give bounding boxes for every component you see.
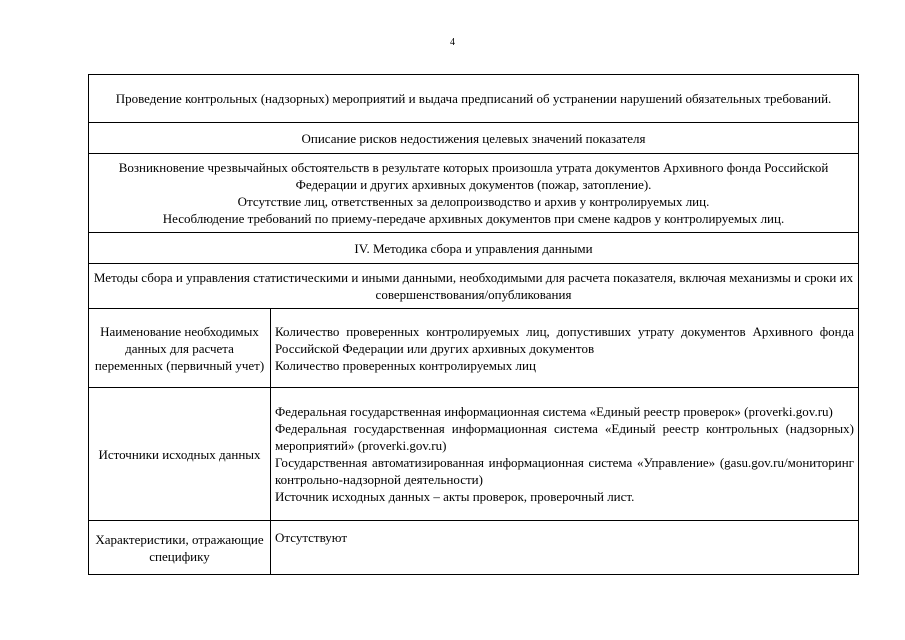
characteristics-label: Характеристики, отражающие специфику: [89, 521, 271, 575]
indicator-table: [88, 74, 859, 575]
risk-item: Отсутствие лиц, ответственных за делопроизводство и архив у контролируемых лиц.: [237, 194, 710, 209]
source-item: Федеральная государственная информационная система «Единый реестр проверок» (proverki.gov.ru): [275, 404, 833, 419]
characteristics-value: Отсутствуют: [271, 521, 859, 575]
table-row: [89, 388, 859, 521]
table-row: [89, 75, 859, 123]
risks-header-cell: Описание рисков недостижения целевых значений показателя: [89, 123, 859, 154]
risks-cell: [89, 154, 859, 233]
variable-item: Количество проверенных контролируемых лиц, допустивших утрату документов Архивного фонда Российской Федерации или других архивных документов: [275, 323, 854, 356]
section-iv-heading: IV. Методика сбора и управления данными: [89, 233, 859, 264]
table-row: [89, 264, 859, 309]
table-row: [89, 309, 859, 388]
source-item: Федеральная государственная информационная система «Единый реестр контрольных (надзорных) мероприятий» (proverki.gov.ru): [275, 421, 854, 453]
sources-label: Источники исходных данных: [89, 388, 271, 521]
variables-label: Наименование необходимых данных для расчета переменных (первичный учет): [89, 309, 271, 388]
table-row: [89, 521, 859, 575]
source-item: Источник исходных данных – акты проверок, проверочный лист.: [275, 489, 635, 504]
risk-item: Возникновение чрезвычайных обстоятельств в результате которых произошла утрата документов Архивного фонда Российской Федерации и других архивных документов (пожар, затопление).: [118, 160, 829, 192]
risk-item: Несоблюдение требований по приему-передаче архивных документов при смене кадров у контролируемых лиц.: [162, 211, 785, 226]
variables-value: [271, 309, 859, 388]
goal-cell: Проведение контрольных (надзорных) мероприятий и выдача предписаний об устранении нарушений обязательных требований.: [89, 75, 859, 123]
variable-item: Количество проверенных контролируемых лиц: [275, 357, 536, 373]
methods-cell: Методы сбора и управления статистическими и иными данными, необходимыми для расчета показателя, включая механизмы и сроки их совершенствования/опубликования: [89, 264, 859, 309]
table-row: [89, 123, 859, 154]
table-row: [89, 233, 859, 264]
page-number: 4: [450, 37, 455, 48]
source-item: Государственная автоматизированная информационная система «Управление» (gasu.gov.ru/мониторинг контрольно-надзорной деятельности): [275, 455, 854, 487]
table-row: [89, 154, 859, 233]
sources-value: [271, 388, 859, 521]
